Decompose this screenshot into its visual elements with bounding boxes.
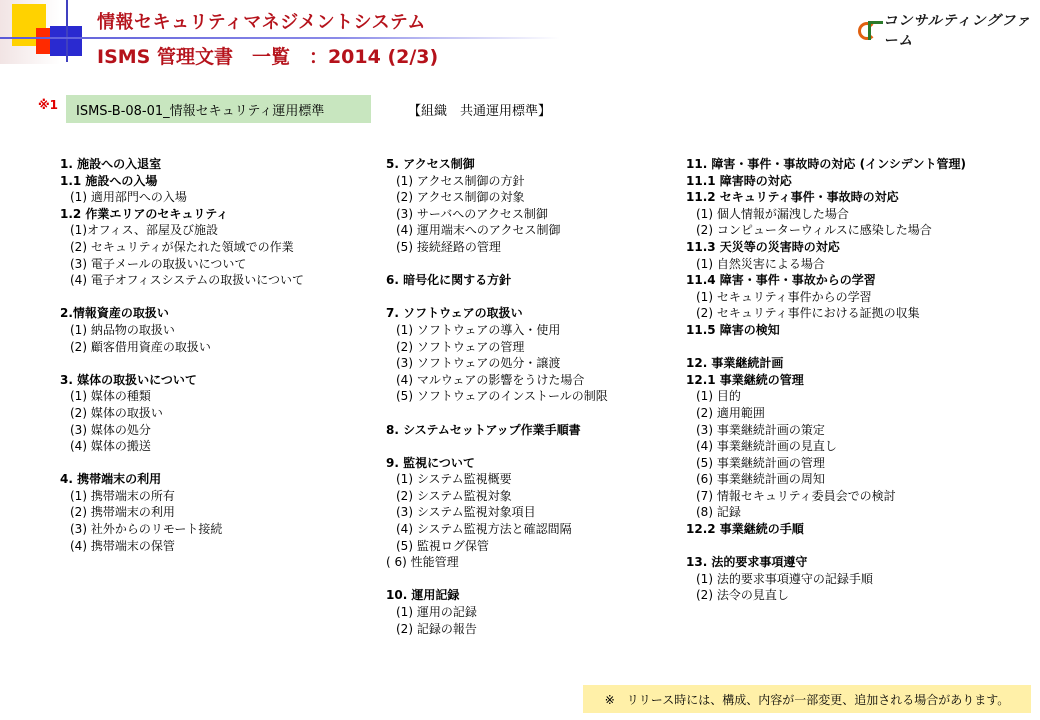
toc-item: (6) 事業継続計画の周知 [696,472,825,487]
toc-heading: 12.1 事業継続の管理 [686,372,804,387]
toc-item: (2) 適用範囲 [696,405,765,420]
toc-spacer [60,289,380,306]
toc-column-3 [686,156,1016,604]
toc-spacer [386,438,676,455]
toc-item: (1) 携帯端末の所有 [70,488,175,503]
toc-heading: 10. 運用記録 [386,588,460,603]
toc-column-1 [60,156,380,554]
toc-item: (8) 記録 [696,505,741,520]
toc-item: (3) 媒体の処分 [70,422,151,437]
toc-item: ( 6) 性能管理 [386,555,459,570]
toc-heading: 11.1 障害時の対応 [686,173,792,188]
toc-heading: 7. ソフトウェアの取扱い [386,306,523,321]
logo-mark-icon [858,21,877,39]
toc-item: (5) 接続経路の管理 [396,239,501,254]
toc-item: (1) 自然災害による場合 [696,256,825,271]
toc-item: (1) 法的要求事項遵守の記録手順 [696,571,873,586]
toc-item: (4) 運用端末へのアクセス制御 [396,223,561,238]
toc-item: (1) 目的 [696,389,741,404]
standard-name-box [66,95,371,123]
toc-item: (4) マルウェアの影響をうけた場合 [396,372,585,387]
toc-item: (2) システム監視対象 [396,488,512,503]
header-decoration-horizontal-line [0,37,560,39]
toc-item: (3) 社外からのリモート接続 [70,522,223,537]
toc-spacer [60,455,380,472]
standard-scope: 【組織 共通運用標準】 [408,104,552,119]
toc-item: (2) セキュリティが保たれた領域での作業 [70,239,294,254]
toc-item: (3) ソフトウェアの処分・譲渡 [396,356,561,371]
toc-item: (2) 顧客借用資産の取扱い [70,339,211,354]
toc-item: (3) 電子メールの取扱いについて [70,256,247,271]
toc-heading: 11.3 天災等の災害時の対応 [686,239,840,254]
toc-heading: 5. アクセス制御 [386,157,475,171]
toc-spacer [386,571,676,588]
toc-heading: 13. 法的要求事項遵守 [686,555,808,570]
toc-heading: 12. 事業継続計画 [686,356,784,371]
toc-item: (1) 媒体の種類 [70,389,151,404]
toc-item: (1) 納品物の取扱い [70,322,175,337]
toc-spacer [686,339,1016,356]
toc-item: (2) 法令の見直し [696,588,789,603]
toc-heading: 1. 施設への入退室 [60,157,162,171]
toc-item: (1) 個人情報が漏洩した場合 [696,206,849,221]
toc-item: (4) 事業継続計画の見直し [696,439,837,454]
toc-item: (2) 記録の報告 [396,621,477,636]
header-decoration-vertical-line [66,0,68,62]
standard-name: ISMS-B-08-01_情報セキュリティ運用標準 [76,103,325,119]
toc-item: (4) 電子オフィスシステムの取扱いについて [70,273,305,288]
toc-item: (2) セキュリティ事件における証拠の収集 [696,306,920,321]
company-logo [858,10,1040,50]
toc-item: (5) 事業継続計画の管理 [696,455,825,470]
toc-heading: 8. システムセットアップ作業手順書 [386,422,581,437]
toc-spacer [386,289,676,306]
toc-item: (1) ソフトウェアの導入・使用 [396,322,561,337]
toc-item: (5) ソフトウェアのインストールの制限 [396,389,608,404]
page-subtitle: ISMS 管理文書 一覧 ：2014 (2/3) [97,46,439,68]
toc-heading: 4. 携帯端末の利用 [60,472,162,487]
toc-heading: 3. 媒体の取扱いについて [60,372,197,387]
footnote-marker: ※1 [38,98,59,112]
toc-heading: 2.情報資産の取扱い [60,306,169,321]
toc-item: (1)オフィス、部屋及び施設 [70,223,219,238]
toc-item: (4) 携帯端末の保管 [70,538,175,553]
release-note-text: ※ リリース時には、構成、内容が一部変更、追加される場合があります。 [604,692,1010,707]
toc-item: (1) 運用の記録 [396,605,477,620]
page-title: 情報セキュリティマネジメントシステム [97,12,426,33]
toc-heading: 1.2 作業エリアのセキュリティ [60,206,229,221]
toc-spacer [386,405,676,422]
toc-item: (1) セキュリティ事件からの学習 [696,289,872,304]
toc-item: (2) ソフトウェアの管理 [396,339,525,354]
toc-item: (2) コンピューターウィルスに感染した場合 [696,223,932,238]
toc-item: (4) システム監視方法と確認間隔 [396,522,572,537]
toc-spacer [386,256,676,273]
toc-heading: 1.1 施設への入場 [60,173,158,188]
toc-item: (3) 事業継続計画の策定 [696,422,825,437]
toc-item: (2) アクセス制御の対象 [396,190,525,205]
toc-spacer [60,355,380,372]
toc-item: (2) 携帯端末の利用 [70,505,175,520]
toc-item: (3) システム監視対象項目 [396,505,536,520]
toc-item: (2) 媒体の取扱い [70,405,163,420]
toc-heading: 11.2 セキュリティ事件・事故時の対応 [686,190,899,205]
toc-item: (4) 媒体の搬送 [70,439,151,454]
toc-item: (3) サーバへのアクセス制御 [396,206,548,221]
toc-spacer [686,538,1016,555]
release-note [583,685,1031,713]
toc-item: (1) 適用部門への入場 [70,190,187,205]
toc-heading: 11. 障害・事件・事故時の対応 (インシデント管理) [686,157,967,171]
toc-item: (1) システム監視概要 [396,472,512,487]
toc-heading: 9. 監視について [386,455,475,470]
toc-heading: 11.5 障害の検知 [686,322,780,337]
toc-heading: 12.2 事業継続の手順 [686,522,804,537]
toc-item: (7) 情報セキュリティ委員会での検討 [696,488,896,503]
toc-heading: 6. 暗号化に関する方針 [386,273,512,288]
toc-item: (5) 監視ログ保管 [396,538,489,553]
toc-heading: 11.4 障害・事件・事故からの学習 [686,273,876,288]
toc-item: (1) アクセス制御の方針 [396,173,525,188]
logo-text: コンサルティングファーム [883,13,1032,49]
toc-column-2 [386,156,676,637]
